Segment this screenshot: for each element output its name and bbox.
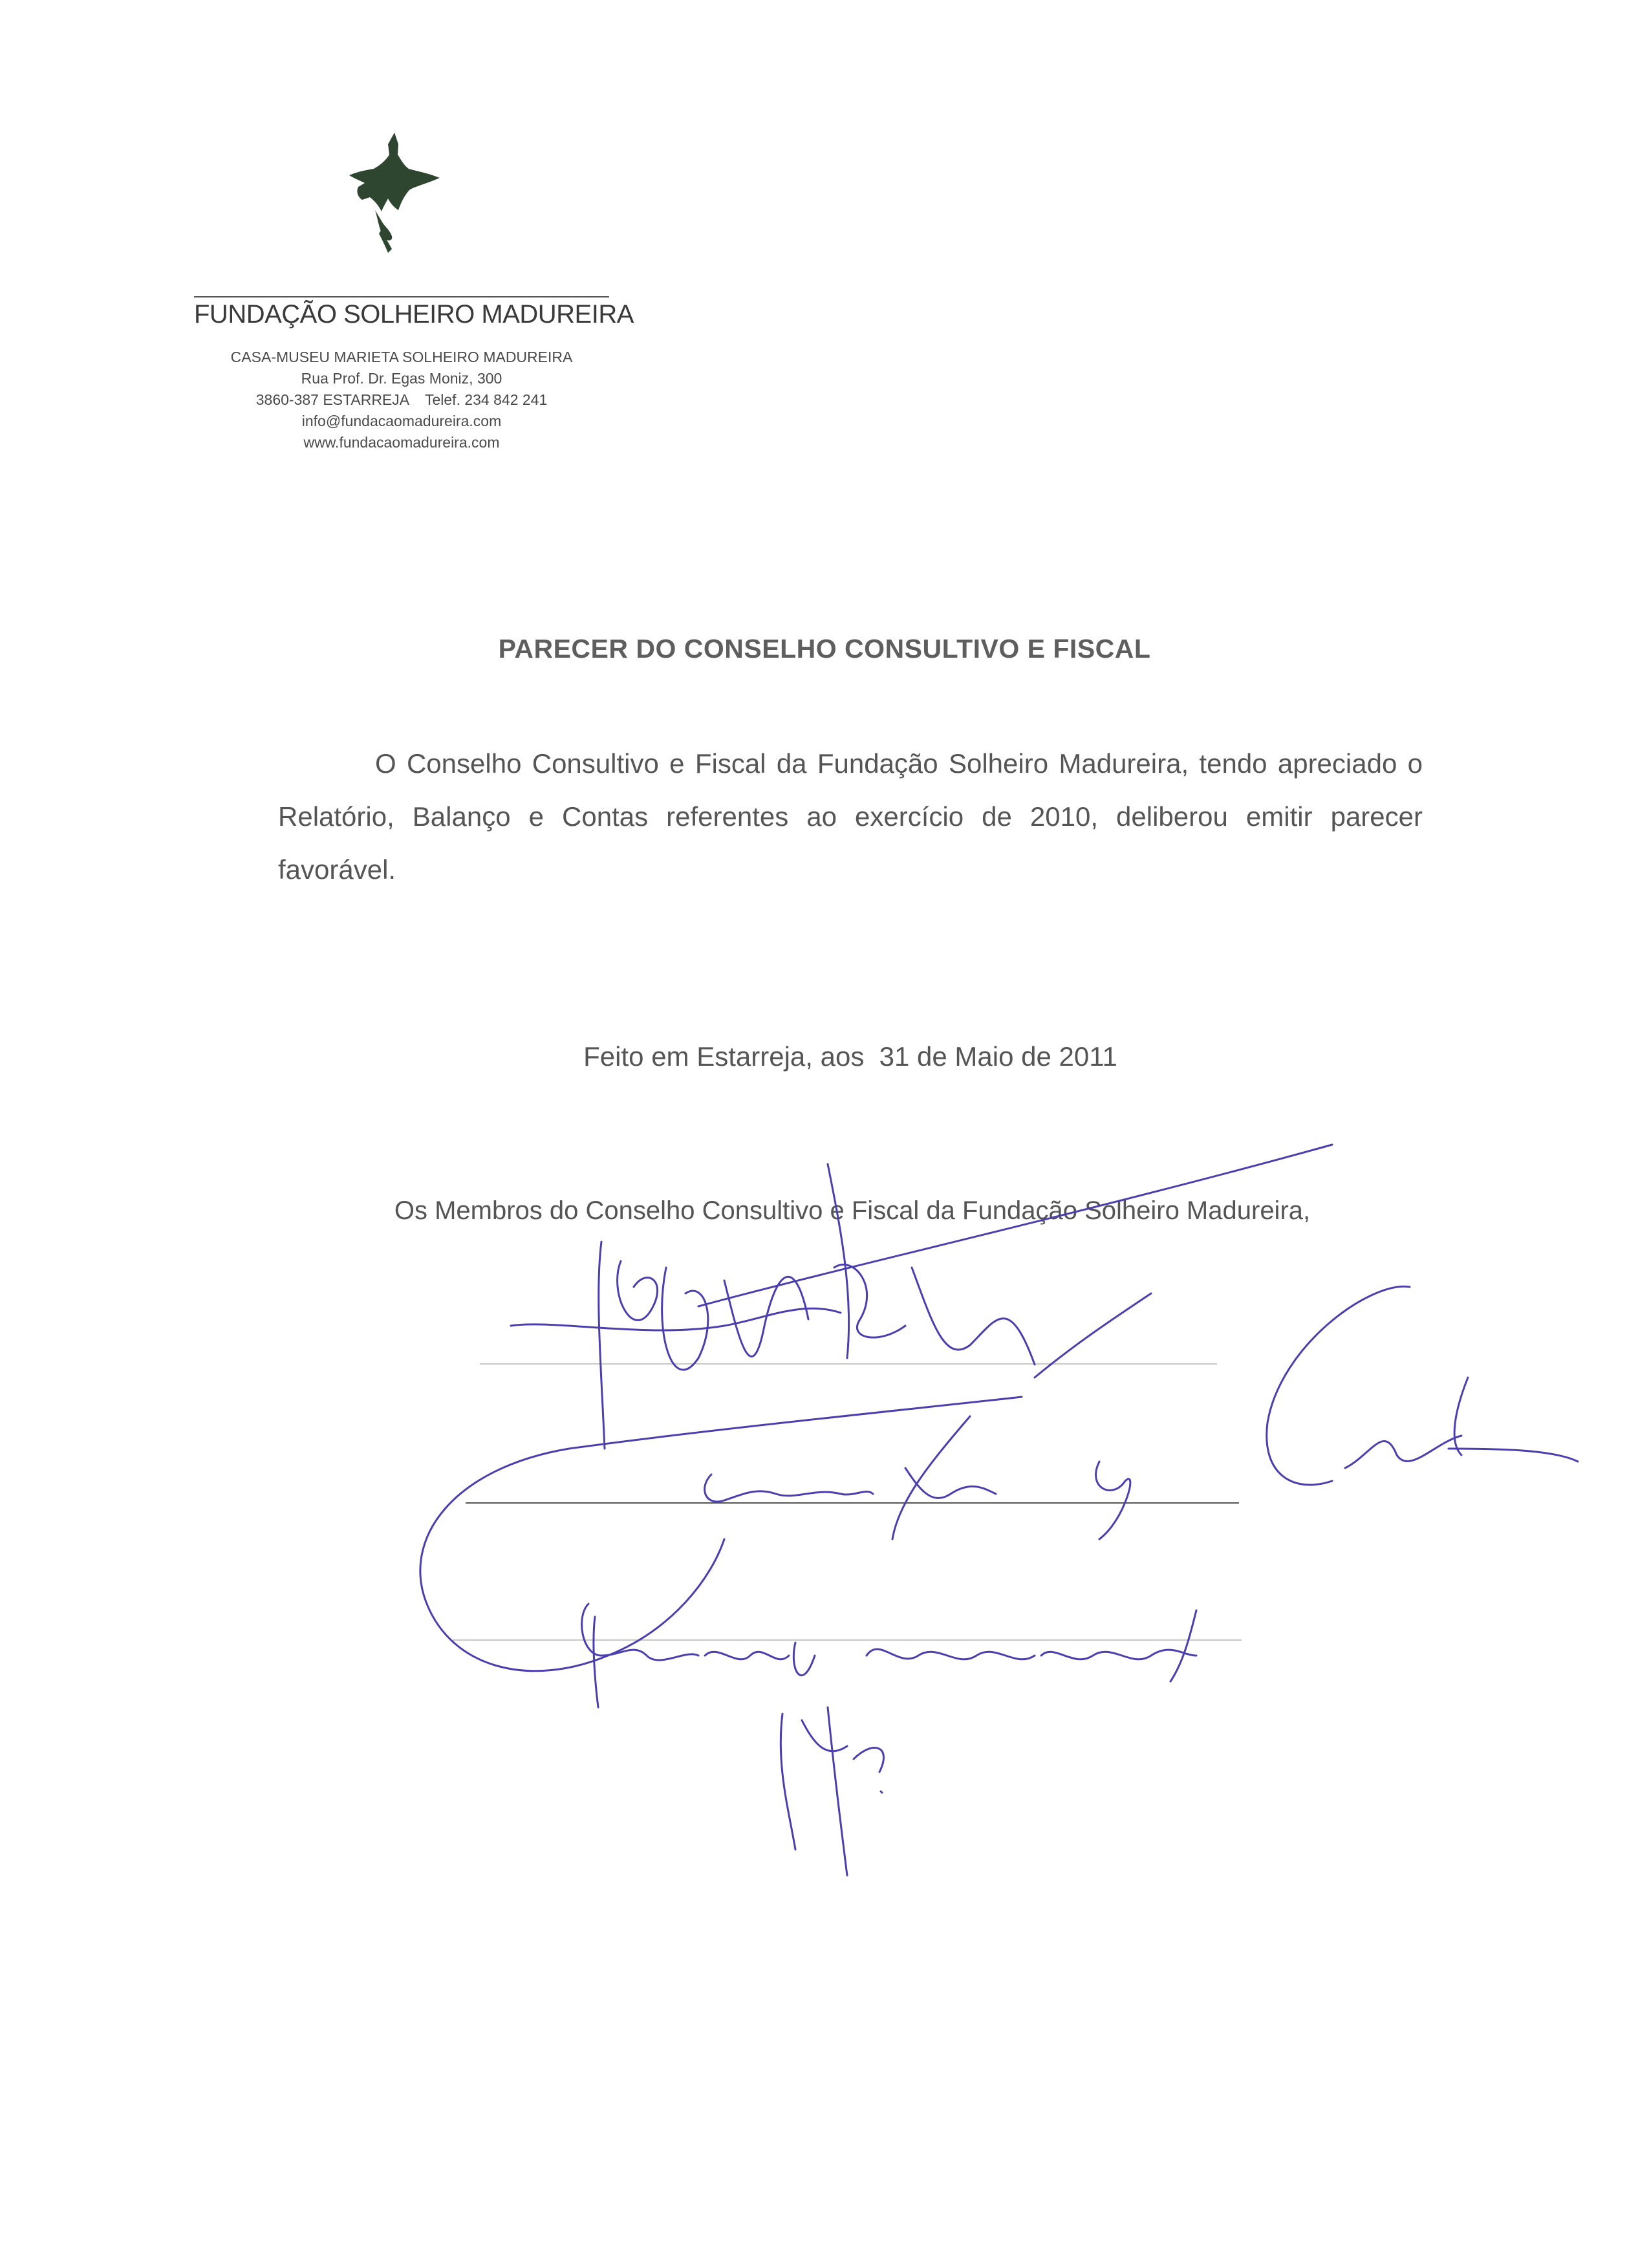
address-line: Rua Prof. Dr. Egas Moniz, 300 [301,370,502,387]
signature-stroke [582,1604,698,1660]
signature-stroke [599,1242,605,1449]
email-line: info@fundacaomadureira.com [301,413,502,429]
signature-stroke [698,1145,1332,1306]
organization-name: FUNDAÇÃO SOLHEIRO MADUREIRA [194,300,634,329]
signature-stroke [705,1652,789,1659]
signature-stroke [912,1268,1035,1365]
signature-stroke [1041,1650,1196,1659]
signature-stroke [1454,1377,1468,1455]
signature-stroke [854,1748,883,1772]
signature-stroke [1096,1462,1130,1539]
signature-stroke [420,1397,1022,1671]
signature-stroke [905,1468,996,1498]
place-date: Feito em Estarreja, aos 31 de Maio de 2011 [583,1041,1117,1072]
signature-stroke [881,1791,882,1793]
signature-stroke [662,1268,708,1370]
body-paragraph: O Conselho Consultivo e Fiscal da Fundação Solheiro Madureira, tendo apreciado o Relatório, Balanço e Contas referentes ao exercício de 2010, deliberou emitir parecer favorável. [278,748,1423,885]
address-line: CASA-MUSEU MARIETA SOLHEIRO MADUREIRA [230,349,573,365]
signature-stroke [511,1308,841,1330]
signature-stroke [1035,1293,1151,1377]
address-line: 3860-387 ESTARREJA Telef. 234 842 241 [255,391,548,408]
signature-stroke [828,1707,847,1875]
signature-stroke [1267,1286,1410,1485]
signature-stroke [834,1264,905,1337]
signature-stroke [892,1416,970,1539]
signature-stroke [705,1474,873,1502]
website-line: www.fundacaomadureira.com [303,434,500,451]
signatories-label: Os Membros do Conselho Consultivo e Fiscal da Fundação Solheiro Madureira, [394,1196,1311,1225]
signature-stroke [1345,1436,1461,1468]
signature-stroke [1170,1610,1196,1681]
signature-stroke [793,1643,815,1676]
document-title: PARECER DO CONSELHO CONSULTIVO E FISCAL [498,634,1151,664]
signature-stroke [802,1720,847,1751]
signature-stroke [867,1649,1035,1659]
signature-stroke [594,1617,598,1707]
signature-stroke [828,1164,849,1358]
signature-stroke [781,1714,795,1850]
signature-stroke [618,1261,658,1320]
signature-stroke [1449,1449,1578,1462]
